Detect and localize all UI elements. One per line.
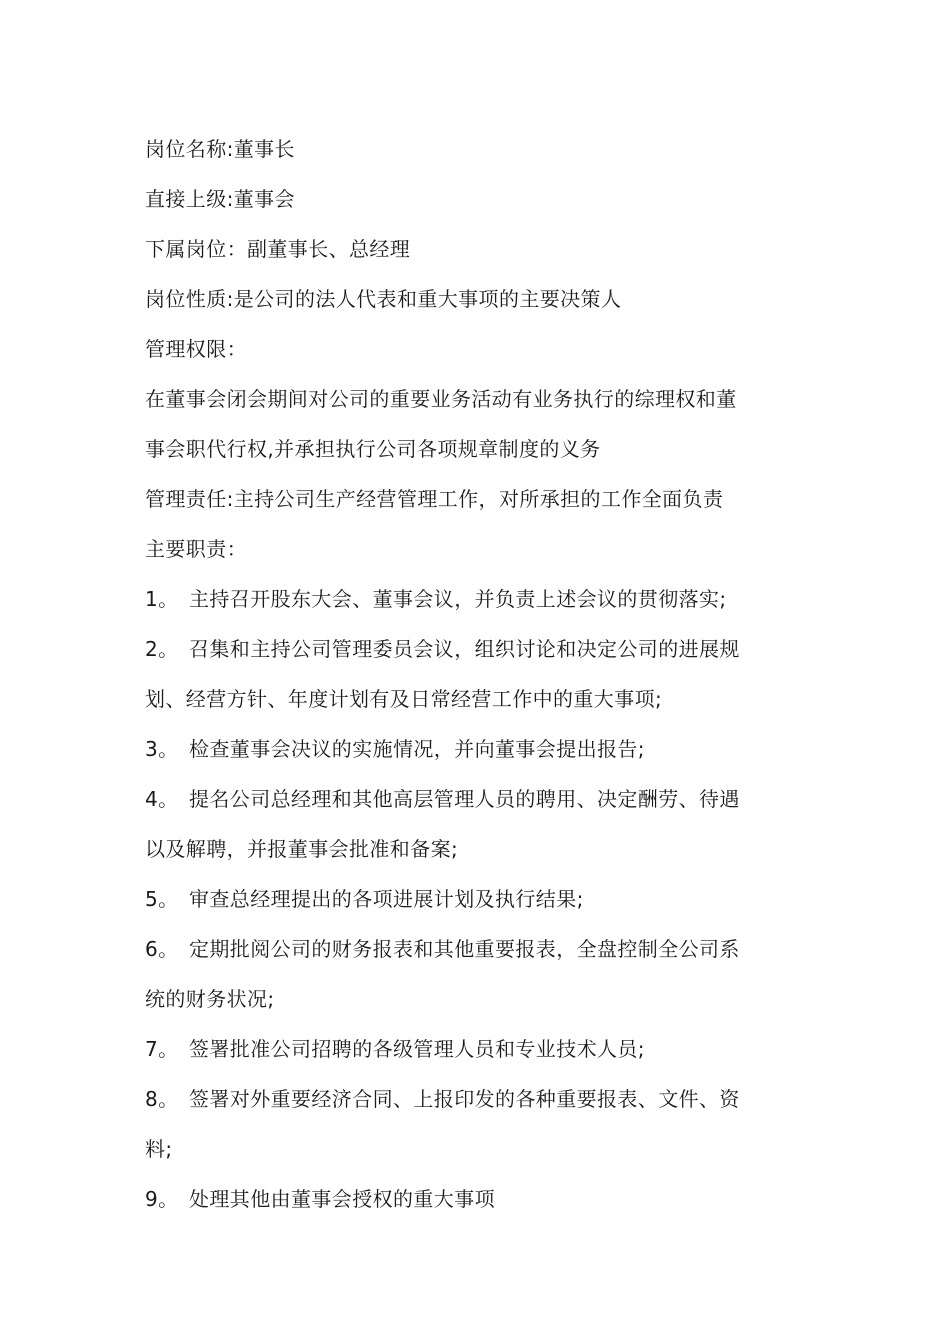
duty-item-8 (145, 1086, 740, 1112)
duty-item-3 (145, 736, 645, 762)
duty-item-6-continued: 统的财务状况; (145, 987, 275, 1011)
authority-text-line-2: 事会职代行权,并承担执行公司各项规章制度的义务 (145, 437, 601, 461)
duty-number: 3。 (145, 737, 179, 761)
duty-number: 4。 (145, 787, 179, 811)
duty-text: 审查总经理提出的各项进展计划及执行结果; (189, 887, 584, 911)
duty-item-6 (145, 936, 740, 962)
duty-number: 2。 (145, 637, 179, 661)
duty-text: 主持召开股东大会、董事会议，并负责上述会议的贯彻落实; (189, 587, 727, 611)
duty-text: 检查董事会决议的实施情况，并向董事会提出报告; (189, 737, 645, 761)
duty-text: 签署对外重要经济合同、上报印发的各种重要报表、文件、资 (189, 1087, 740, 1111)
duty-item-7 (145, 1036, 645, 1062)
responsibility: 管理责任:主持公司生产经营管理工作，对所承担的工作全面负责 (145, 487, 724, 511)
duty-item-5 (145, 886, 584, 912)
duty-number: 5。 (145, 887, 179, 911)
duty-item-2 (145, 636, 740, 662)
duty-text: 召集和主持公司管理委员会议，组织讨论和决定公司的进展规 (189, 637, 740, 661)
duties-heading: 主要职责： (145, 537, 247, 561)
position-nature: 岗位性质:是公司的法人代表和重大事项的主要决策人 (145, 287, 622, 311)
direct-superior: 直接上级:董事会 (145, 187, 295, 211)
duty-text: 提名公司总经理和其他高层管理人员的聘用、决定酬劳、待遇 (189, 787, 740, 811)
duty-text: 定期批阅公司的财务报表和其他重要报表，全盘控制全公司系 (189, 937, 740, 961)
duty-item-9 (145, 1186, 495, 1212)
duty-number: 8。 (145, 1087, 179, 1111)
duty-number: 9。 (145, 1187, 179, 1211)
duty-text: 处理其他由董事会授权的重大事项 (189, 1187, 495, 1211)
duty-item-8-continued: 料; (145, 1137, 173, 1161)
subordinate-positions: 下属岗位：副董事长、总经理 (145, 237, 411, 261)
duty-item-4 (145, 786, 740, 812)
duty-number: 7。 (145, 1037, 179, 1061)
authority-heading: 管理权限： (145, 337, 247, 361)
duty-text: 签署批准公司招聘的各级管理人员和专业技术人员; (189, 1037, 645, 1061)
duty-number: 6。 (145, 937, 179, 961)
duty-item-4-continued: 以及解聘，并报董事会批准和备案; (145, 837, 459, 861)
duty-item-2-continued: 划、经营方针、年度计划有及日常经营工作中的重大事项; (145, 687, 663, 711)
authority-text-line-1: 在董事会闭会期间对公司的重要业务活动有业务执行的综理权和董 (145, 387, 737, 411)
position-name: 岗位名称:董事长 (145, 137, 295, 161)
duty-number: 1。 (145, 587, 179, 611)
duty-item-1 (145, 586, 727, 612)
